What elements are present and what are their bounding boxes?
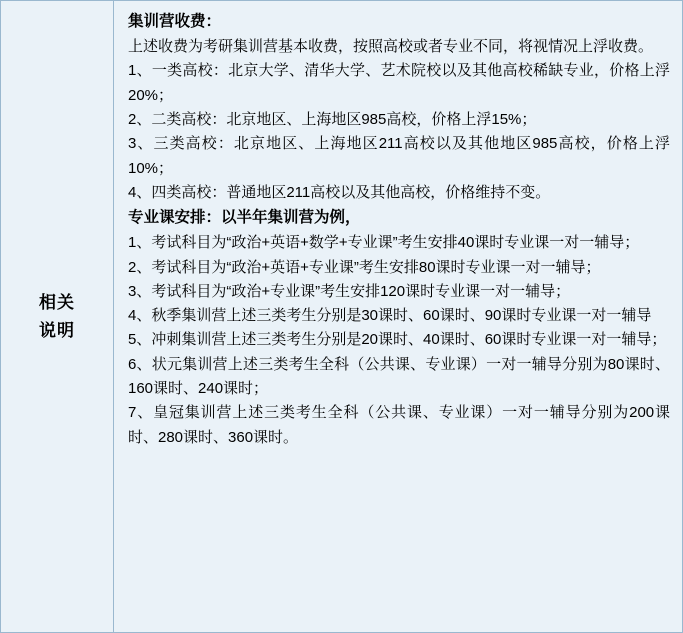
section-courses-heading: 专业课安排：以半年集训营为例， — [128, 209, 361, 227]
section-fees-paragraph: 4、四类高校：普通地区211高校以及其他高校，价格维持不变。 — [128, 183, 551, 201]
section-courses-paragraph: 5、冲刺集训营上述三类考生分别是20课时、40课时、60课时专业课一对一辅导； — [128, 331, 667, 349]
section-courses-paragraph: 7、皇冠集训营上述三类考生全科（公共课、专业课）一对一辅导分别为200课时、280课时、360课时。 — [128, 404, 670, 446]
section-fees-paragraph: 1、一类高校：北京大学、清华大学、艺术院校以及其他高校稀缺专业，价格上浮20%； — [128, 62, 670, 104]
section-fees-paragraph: 上述收费为考研集训营基本收费，按照高校或者专业不同，将视情况上浮收费。 — [128, 38, 654, 56]
section-courses-paragraph: 2、考试科目为“政治+英语+专业课”考生安排80课时专业课一对一辅导； — [128, 258, 601, 276]
row-content-cell — [114, 1, 682, 632]
section-courses-paragraph: 6、状元集训营上述三类考生全科（公共课、专业课）一对一辅导分别为80课时、160课时、240课时； — [128, 355, 670, 398]
section-fees-paragraph: 3、三类高校：北京地区、上海地区211高校以及其他地区985高校，价格上浮10%； — [128, 135, 670, 177]
section-courses-paragraph: 1、考试科目为“政治+英语+数学+专业课”考生安排40课时专业课一对一辅导； — [128, 234, 640, 252]
section-fees — [128, 9, 670, 205]
section-courses — [128, 205, 670, 450]
section-courses-paragraph: 4、秋季集训营上述三类考生分别是30课时、60课时、90课时专业课一对一辅导 — [128, 307, 652, 325]
section-fees-paragraph: 2、二类高校：北京地区、上海地区985高校，价格上浮15%； — [128, 111, 537, 128]
section-fees-heading: 集训营收费： — [128, 13, 222, 30]
row-label-text: 相关 说明 — [39, 293, 75, 340]
row-label-cell — [1, 1, 114, 632]
section-courses-paragraph: 3、考试科目为“政治+专业课”考生安排120课时专业课一对一辅导； — [128, 282, 571, 300]
